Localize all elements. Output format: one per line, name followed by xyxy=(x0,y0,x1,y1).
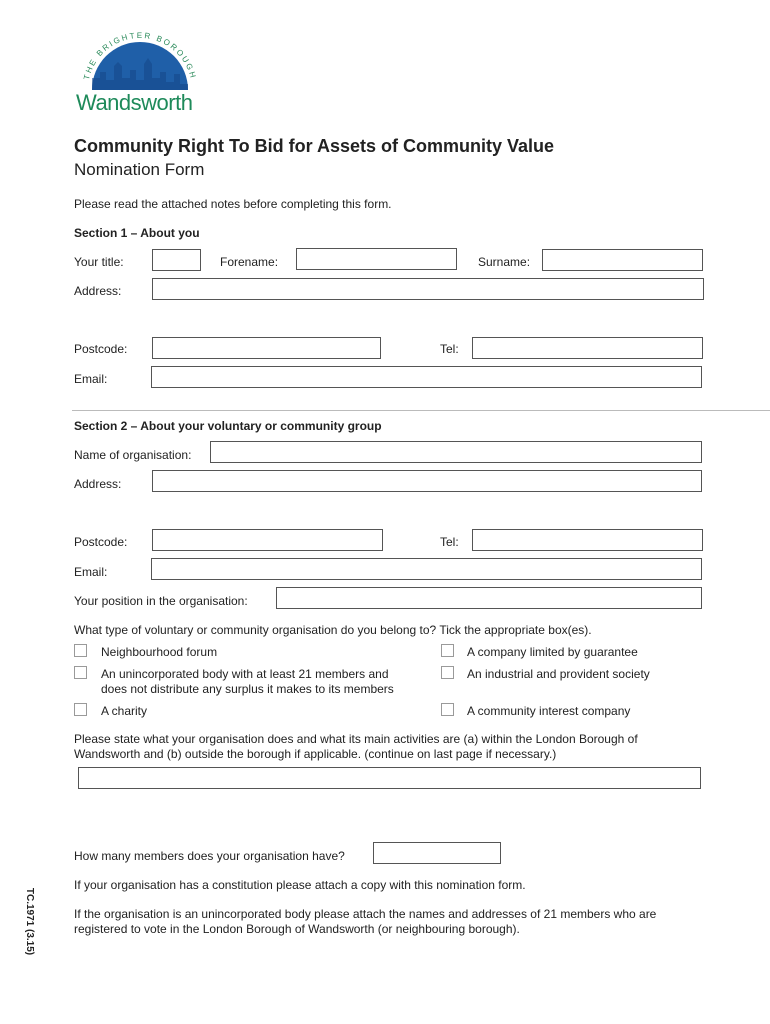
your-title-field[interactable] xyxy=(152,249,201,271)
org-tel-field[interactable] xyxy=(472,529,703,551)
activities-field[interactable] xyxy=(78,767,701,789)
page-subtitle: Nomination Form xyxy=(74,160,205,179)
email-label: Email: xyxy=(74,372,108,386)
org-email-field[interactable] xyxy=(151,558,702,580)
wandsworth-logo xyxy=(70,28,210,120)
unincorporated-body-label-line1: An unincorporated body with at least 21 members and xyxy=(101,667,389,681)
page-title: Community Right To Bid for Assets of Community Value xyxy=(74,136,555,156)
members-count-field[interactable] xyxy=(373,842,501,864)
address-label: Address: xyxy=(74,284,122,298)
org-type-question: What type of voluntary or community organisation do you belong to? Tick the appropriate box(es). xyxy=(74,623,592,637)
section2-heading: Section 2 – About your voluntary or community group xyxy=(74,419,382,433)
position-label: Your position in the organisation: xyxy=(74,594,248,608)
org-address-field[interactable] xyxy=(152,470,702,492)
company-guarantee-checkbox[interactable] xyxy=(441,644,454,657)
forename-label: Forename: xyxy=(220,255,279,269)
email-field[interactable] xyxy=(151,366,702,388)
org-postcode-label: Postcode: xyxy=(74,535,128,549)
org-email-label: Email: xyxy=(74,565,108,579)
neighbourhood-forum-label: Neighbourhood forum xyxy=(101,645,218,659)
surname-field[interactable] xyxy=(542,249,703,271)
org-name-label: Name of organisation: xyxy=(74,448,192,462)
neighbourhood-forum-checkbox[interactable] xyxy=(74,644,87,657)
address-field[interactable] xyxy=(152,278,704,300)
members-question: How many members does your organisation have? xyxy=(74,849,345,863)
forename-field[interactable] xyxy=(296,248,457,270)
community-interest-checkbox[interactable] xyxy=(441,703,454,716)
unincorporated-note-line2: registered to vote in the London Borough of Wandsworth (or neighbouring borough). xyxy=(74,922,520,936)
company-guarantee-label: A company limited by guarantee xyxy=(467,645,638,659)
constitution-note: If your organisation has a constitution please attach a copy with this nomination form. xyxy=(74,878,526,892)
org-name-field[interactable] xyxy=(210,441,702,463)
activities-prompt-line2: Wandsworth and (b) outside the borough if applicable. (continue on last page if necessary.) xyxy=(74,747,557,761)
unincorporated-body-label-line2: does not distribute any surplus it makes to its members xyxy=(101,682,394,696)
intro-text: Please read the attached notes before completing this form. xyxy=(74,197,392,211)
form-code: TC.1971 (3.15) xyxy=(24,887,36,956)
tel-label: Tel: xyxy=(440,342,459,356)
section-divider xyxy=(72,410,770,411)
logo-wordmark: Wandsworth xyxy=(76,90,193,115)
industrial-provident-label: An industrial and provident society xyxy=(467,667,650,681)
postcode-label: Postcode: xyxy=(74,342,128,356)
org-tel-label: Tel: xyxy=(440,535,459,549)
tel-field[interactable] xyxy=(472,337,703,359)
logo-arc-text: THE BRIGHTER BOROUGH xyxy=(82,30,198,81)
section1-heading: Section 1 – About you xyxy=(74,226,200,240)
position-field[interactable] xyxy=(276,587,702,609)
charity-checkbox[interactable] xyxy=(74,703,87,716)
community-interest-label: A community interest company xyxy=(467,704,631,718)
org-postcode-field[interactable] xyxy=(152,529,383,551)
unincorporated-note-line1: If the organisation is an unincorporated body please attach the names and addresses of 21 members who are xyxy=(74,907,657,921)
surname-label: Surname: xyxy=(478,255,531,269)
postcode-field[interactable] xyxy=(152,337,381,359)
activities-prompt-line1: Please state what your organisation does and what its main activities are (a) within the London Borough of xyxy=(74,732,638,746)
logo-emblem xyxy=(70,28,210,98)
charity-label: A charity xyxy=(101,704,148,718)
industrial-provident-checkbox[interactable] xyxy=(441,666,454,679)
org-address-label: Address: xyxy=(74,477,122,491)
unincorporated-body-checkbox[interactable] xyxy=(74,666,87,679)
your-title-label: Your title: xyxy=(74,255,124,269)
